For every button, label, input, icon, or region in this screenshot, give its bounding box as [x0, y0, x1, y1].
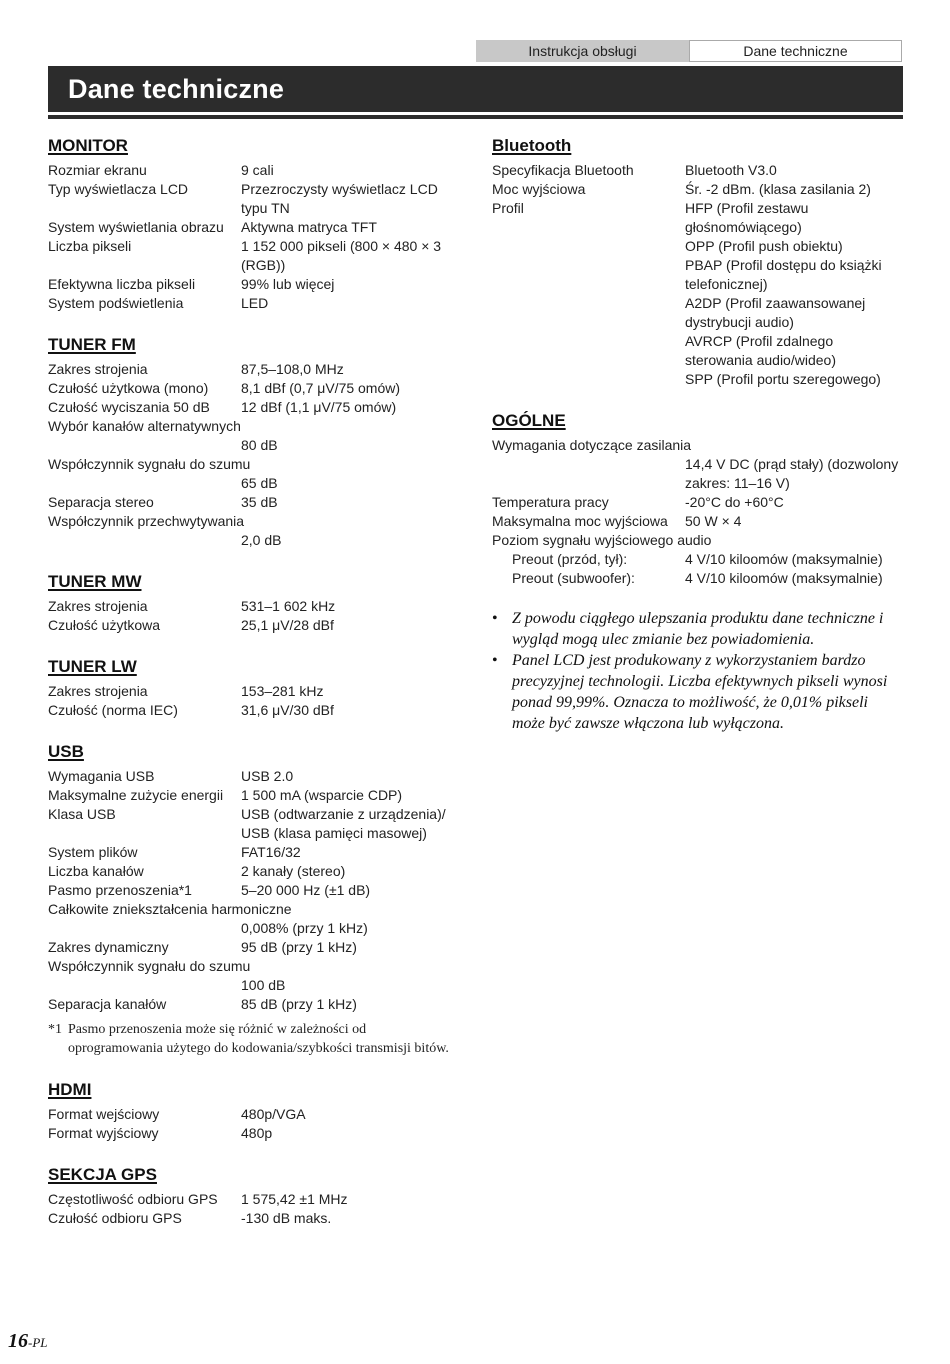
spec-row [48, 379, 458, 398]
spec-value: FAT16/32 [241, 844, 301, 860]
spec-label: Czułość odbioru GPS [48, 1210, 182, 1226]
spec-label [48, 976, 241, 995]
spec-value: 100 dB [241, 977, 286, 993]
spec-label: Czułość wyciszania 50 dB [48, 399, 210, 415]
spec-row [48, 1209, 458, 1228]
spec-row [492, 455, 904, 493]
spec-value: 35 dB [241, 494, 278, 510]
spec-row [48, 682, 458, 701]
spec-label [492, 370, 685, 389]
spec-label [48, 474, 241, 493]
spec-row [492, 550, 904, 569]
spec-value: 480p [241, 1125, 273, 1141]
spec-value: 80 dB [241, 437, 278, 453]
spec-label [48, 531, 241, 550]
spec-label: Separacja kanałów [48, 996, 167, 1012]
spec-value: OPP (Profil push obiektu) [685, 238, 843, 254]
spec-value: 50 W × 4 [685, 513, 742, 529]
spec-value: Śr. -2 dBm. (klasa zasilania 2) [685, 181, 871, 197]
title-rule [48, 115, 903, 119]
spec-row [48, 805, 458, 843]
spec-value: -130 dB maks. [241, 1210, 332, 1226]
spec-row [48, 1105, 458, 1124]
section-heading: MONITOR [48, 136, 128, 155]
spec-row [492, 332, 904, 370]
spec-row [48, 900, 458, 919]
spec-row [48, 218, 458, 237]
spec-label: Klasa USB [48, 806, 116, 822]
spec-value: A2DP (Profil zaawansowanej dystrybucji audio) [685, 295, 866, 330]
page-number-value: 16 [8, 1330, 28, 1352]
spec-label: Liczba kanałów [48, 863, 144, 879]
spec-value: 1 575,42 ±1 MHz [241, 1191, 348, 1207]
spec-label: Rozmiar ekranu [48, 162, 147, 178]
spec-row [48, 938, 458, 957]
spec-label: Czułość użytkowa [48, 617, 161, 633]
spec-value: Bluetooth V3.0 [685, 162, 777, 178]
spec-value: 14,4 V DC (prąd stały) (dozwolony zakres: 11–16 V) [685, 456, 899, 491]
right-column [492, 134, 904, 734]
spec-value: 2,0 dB [241, 532, 282, 548]
spec-label: Zakres dynamiczny [48, 939, 169, 955]
section-heading: HDMI [48, 1080, 92, 1099]
spec-row [48, 398, 458, 417]
tab-instrukcja-obslugi[interactable]: Instrukcja obsługi [476, 40, 689, 62]
spec-value: 4 V/10 kiloomów (maksymalnie) [685, 551, 883, 567]
spec-label [492, 455, 685, 493]
section-heading: TUNER LW [48, 657, 137, 676]
spec-label: Poziom sygnału wyjściowego audio [492, 532, 712, 548]
spec-label: Zakres strojenia [48, 598, 148, 614]
spec-section [492, 409, 904, 588]
spec-value: PBAP (Profil dostępu do książki telefonicznej) [685, 257, 882, 292]
section-heading: TUNER FM [48, 335, 136, 354]
spec-value: Aktywna matryca TFT [241, 219, 377, 235]
spec-row [48, 531, 458, 550]
spec-row [48, 512, 458, 531]
spec-value: 12 dBf (1,1 μV/75 omów) [241, 399, 397, 415]
spec-value: 95 dB (przy 1 kHz) [241, 939, 357, 955]
spec-row [48, 360, 458, 379]
spec-value: 531–1 602 kHz [241, 598, 336, 614]
spec-row [492, 493, 904, 512]
spec-row [48, 786, 458, 805]
section-heading: Bluetooth [492, 136, 572, 155]
spec-value: LED [241, 295, 269, 311]
spec-row [48, 1124, 458, 1143]
tab-dane-techniczne[interactable]: Dane techniczne [689, 40, 902, 62]
spec-row [48, 767, 458, 786]
spec-row [492, 531, 904, 550]
spec-value: USB (odtwarzanie z urządzenia)/ USB (klasa pamięci masowej) [241, 806, 446, 841]
spec-label: Całkowite zniekształcenia harmoniczne [48, 901, 292, 917]
spec-row [492, 199, 904, 237]
spec-label: Typ wyświetlacza LCD [48, 181, 189, 197]
spec-row [492, 569, 904, 588]
spec-label: Format wejściowy [48, 1106, 160, 1122]
spec-label [492, 294, 685, 332]
spec-row [48, 294, 458, 313]
spec-label: Format wyjściowy [48, 1125, 159, 1141]
spec-section [492, 134, 904, 389]
spec-label: Temperatura pracy [492, 494, 609, 510]
spec-value: Przezroczysty wyświetlacz LCD typu TN [241, 181, 438, 216]
spec-section [48, 740, 458, 1058]
spec-value: 4 V/10 kiloomów (maksymalnie) [685, 570, 883, 586]
spec-label: Wymagania USB [48, 768, 155, 784]
spec-label [492, 237, 685, 256]
spec-section [48, 333, 458, 550]
spec-row [48, 1190, 458, 1209]
spec-value: SPP (Profil portu szeregowego) [685, 371, 881, 387]
page-number-suffix: -PL [28, 1335, 48, 1350]
section-heading: OGÓLNE [492, 411, 566, 430]
title-banner [48, 66, 903, 112]
spec-label: Współczynnik sygnału do szumu [48, 958, 251, 974]
spec-label: Liczba pikseli [48, 238, 132, 254]
page-number [8, 1330, 48, 1353]
spec-section [48, 1163, 458, 1228]
spec-value: 31,6 μV/30 dBf [241, 702, 334, 718]
spec-label: Współczynnik sygnału do szumu [48, 456, 251, 472]
spec-value: 0,008% (przy 1 kHz) [241, 920, 368, 936]
note-text: Z powodu ciągłego ulepszania produktu dane techniczne i wygląd mogą ulec zmianie bez powiadomienia. [512, 610, 884, 648]
spec-value: -20°C do +60°C [685, 494, 784, 510]
spec-row [492, 512, 904, 531]
spec-row [492, 180, 904, 199]
spec-row [48, 957, 458, 976]
spec-value: 9 cali [241, 162, 274, 178]
spec-label: System wyświetlania obrazu [48, 219, 224, 235]
spec-value: 8,1 dBf (0,7 μV/75 omów) [241, 380, 401, 396]
section-heading: USB [48, 742, 84, 761]
spec-row [48, 237, 458, 275]
spec-label [492, 256, 685, 294]
spec-value: 5–20 000 Hz (±1 dB) [241, 882, 371, 898]
spec-label: Maksymalne zużycie energii [48, 787, 224, 803]
note-item [492, 650, 904, 734]
spec-value: 2 kanały (stereo) [241, 863, 346, 879]
spec-label: Specyfikacja Bluetooth [492, 162, 634, 178]
spec-row [492, 161, 904, 180]
section-heading: SEKCJA GPS [48, 1165, 157, 1184]
spec-label [48, 919, 241, 938]
spec-value: 153–281 kHz [241, 683, 324, 699]
spec-value: 25,1 μV/28 dBf [241, 617, 334, 633]
spec-label: Preout (przód, tył): [512, 551, 628, 567]
spec-label: Wybór kanałów alternatywnych [48, 418, 241, 434]
spec-label: Zakres strojenia [48, 683, 148, 699]
spec-value: 1 152 000 pikseli (800 × 480 × 3 (RGB)) [241, 238, 442, 273]
spec-row [48, 275, 458, 294]
bullet-icon: • [492, 610, 498, 627]
spec-row [492, 436, 904, 455]
spec-label: System plików [48, 844, 138, 860]
spec-row [48, 616, 458, 635]
section-heading: TUNER MW [48, 572, 142, 591]
spec-row [48, 493, 458, 512]
spec-label [48, 436, 241, 455]
bullet-icon: • [492, 652, 498, 669]
spec-label: Zakres strojenia [48, 361, 148, 377]
spec-label: Efektywna liczba pikseli [48, 276, 196, 292]
footnote [48, 1020, 458, 1058]
spec-row [48, 455, 458, 474]
notes-list [492, 608, 904, 734]
spec-section [48, 134, 458, 313]
spec-label: Czułość użytkowa (mono) [48, 380, 209, 396]
spec-value: 480p/VGA [241, 1106, 306, 1122]
spec-label: Pasmo przenoszenia*1 [48, 882, 192, 898]
spec-row [492, 237, 904, 256]
spec-value: 85 dB (przy 1 kHz) [241, 996, 357, 1012]
note-item [492, 608, 904, 650]
spec-label: Preout (subwoofer): [512, 570, 635, 586]
header-tabs [476, 40, 902, 62]
spec-row [492, 370, 904, 389]
spec-value: 99% lub więcej [241, 276, 335, 292]
spec-value: HFP (Profil zestawu głośnomówiącego) [685, 200, 809, 235]
spec-section [48, 1078, 458, 1143]
spec-label: Profil [492, 200, 524, 216]
spec-row [48, 180, 458, 218]
spec-row [48, 976, 458, 995]
page-title: Dane techniczne [68, 74, 285, 104]
note-text: Panel LCD jest produkowany z wykorzystaniem bardzo precyzyjnej technologii. Liczba efektywnych pikseli wynosi ponad 99,99%. Oznacza to możliwość, że 0,01% pikseli może być zawsze włączona lub wyłączona. [512, 652, 888, 732]
spec-label: Separacja stereo [48, 494, 154, 510]
spec-row [48, 417, 458, 436]
spec-label: Wymagania dotyczące zasilania [492, 437, 692, 453]
spec-section [48, 655, 458, 720]
spec-label: Moc wyjściowa [492, 181, 586, 197]
spec-label: Częstotliwość odbioru GPS [48, 1191, 218, 1207]
spec-row [48, 436, 458, 455]
spec-row [48, 995, 458, 1014]
spec-row [48, 474, 458, 493]
spec-label: Maksymalna moc wyjściowa [492, 513, 668, 529]
spec-section [48, 570, 458, 635]
footnote-text: Pasmo przenoszenia może się różnić w zależności od oprogramowania użytego do kodowania/szybkości transmisji bitów. [68, 1022, 449, 1056]
left-column [48, 134, 458, 1248]
spec-row [48, 701, 458, 720]
spec-label [492, 332, 685, 370]
spec-value: 1 500 mA (wsparcie CDP) [241, 787, 403, 803]
spec-value: USB 2.0 [241, 768, 294, 784]
spec-row [492, 256, 904, 294]
spec-row [48, 862, 458, 881]
spec-row [492, 294, 904, 332]
spec-label: Współczynnik przechwytywania [48, 513, 245, 529]
footnote-mark: *1 [48, 1022, 62, 1037]
spec-row [48, 881, 458, 900]
spec-value: 65 dB [241, 475, 278, 491]
spec-row [48, 597, 458, 616]
spec-label: Czułość (norma IEC) [48, 702, 178, 718]
spec-value: 87,5–108,0 MHz [241, 361, 344, 377]
spec-row [48, 843, 458, 862]
spec-value: AVRCP (Profil zdalnego sterowania audio/wideo) [685, 333, 836, 368]
spec-label: System podświetlenia [48, 295, 184, 311]
spec-row [48, 161, 458, 180]
spec-row [48, 919, 458, 938]
